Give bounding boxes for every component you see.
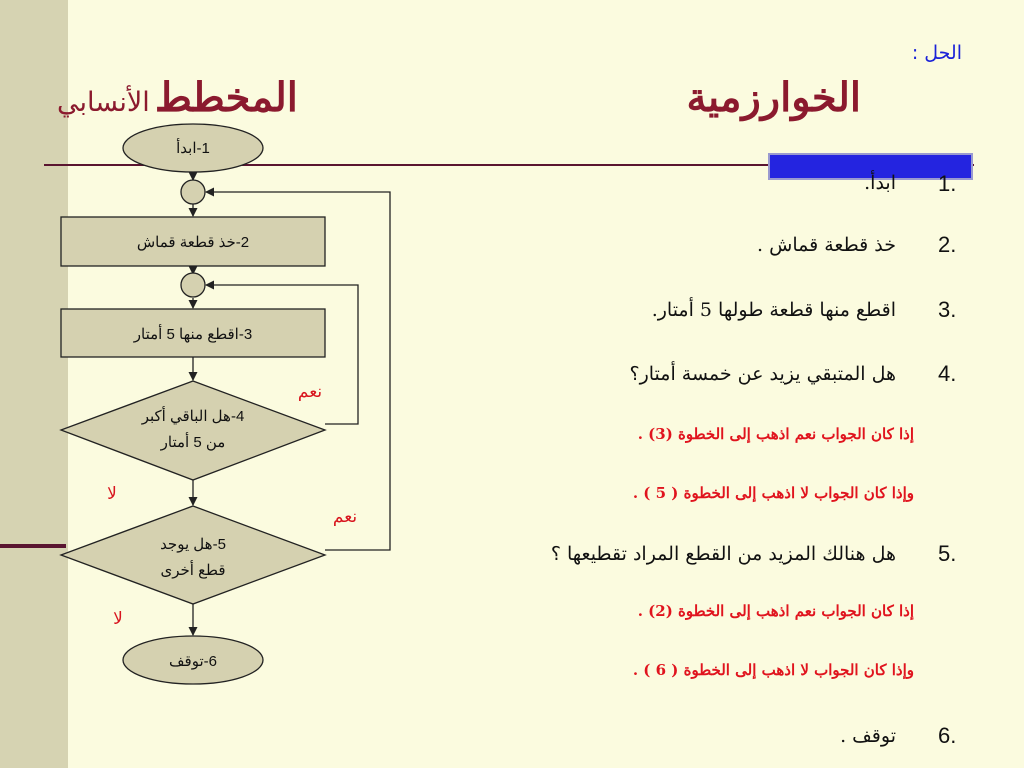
- decision-remaining-line-1: 4-هل الباقي أكبر: [141, 408, 245, 425]
- solution-label: الحل :: [911, 42, 962, 64]
- cut-piece-label: 3-اقطع منها 5 أمتار: [133, 326, 253, 343]
- join-point-top: [181, 180, 205, 204]
- step-2-text: خذ قطعة قماش .: [757, 234, 896, 256]
- decision-more: [61, 506, 325, 604]
- take-cloth-label: 2-خذ قطعة قماش: [136, 234, 250, 251]
- no-label-decision-4: لا: [107, 484, 117, 504]
- step-3-text: اقطع منها قطعة طولها 5 أمتار.: [651, 299, 896, 321]
- step-4-number: 4.: [938, 361, 957, 386]
- step-4-yes-branch: إذا كان الجواب نعم اذهب إلى الخطوة (3) .: [637, 425, 914, 443]
- yes-label-decision-5: نعم: [332, 507, 358, 527]
- step-5-text: هل هنالك المزيد من القطع المراد تقطيعها ؟: [550, 543, 896, 565]
- algorithm-title: الخوارزمية: [686, 74, 861, 121]
- step-6-number: 6.: [938, 723, 957, 748]
- no-label-decision-5: لا: [113, 609, 123, 629]
- flowchart-title-sub: الأنسابي: [57, 87, 150, 118]
- step-4-text: هل المتبقي يزيد عن خمسة أمتار؟: [629, 363, 896, 385]
- step-6-text: توقف .: [840, 725, 896, 747]
- flowchart-title-main: المخطط: [154, 74, 298, 121]
- stop-label: 6-توقف: [169, 653, 217, 670]
- step-4-no-branch: وإذا كان الجواب لا اذهب إلى الخطوة ( 5 ) .: [632, 484, 914, 502]
- decision-remaining: [61, 381, 325, 480]
- step-5-yes-branch: إذا كان الجواب نعم اذهب إلى الخطوة (2) .: [637, 602, 914, 620]
- step-2-number: 2.: [938, 232, 957, 257]
- yes-label-decision-4: نعم: [297, 382, 323, 402]
- step-1-text: ابدأ.: [864, 172, 896, 194]
- decision-remaining-line-2: من 5 أمتار: [160, 434, 226, 451]
- start-label: 1-ابدأ: [176, 140, 210, 157]
- step-1-number: 1.: [938, 171, 957, 196]
- step-5-no-branch: وإذا كان الجواب لا اذهب إلى الخطوة ( 6 ) .: [632, 661, 914, 679]
- decision-more-line-2: قطع أخرى: [160, 562, 226, 579]
- join-point-middle: [181, 273, 205, 297]
- decision-more-line-1: 5-هل يوجد: [160, 536, 226, 553]
- step-3-number: 3.: [938, 297, 957, 322]
- step-5-number: 5.: [938, 541, 957, 566]
